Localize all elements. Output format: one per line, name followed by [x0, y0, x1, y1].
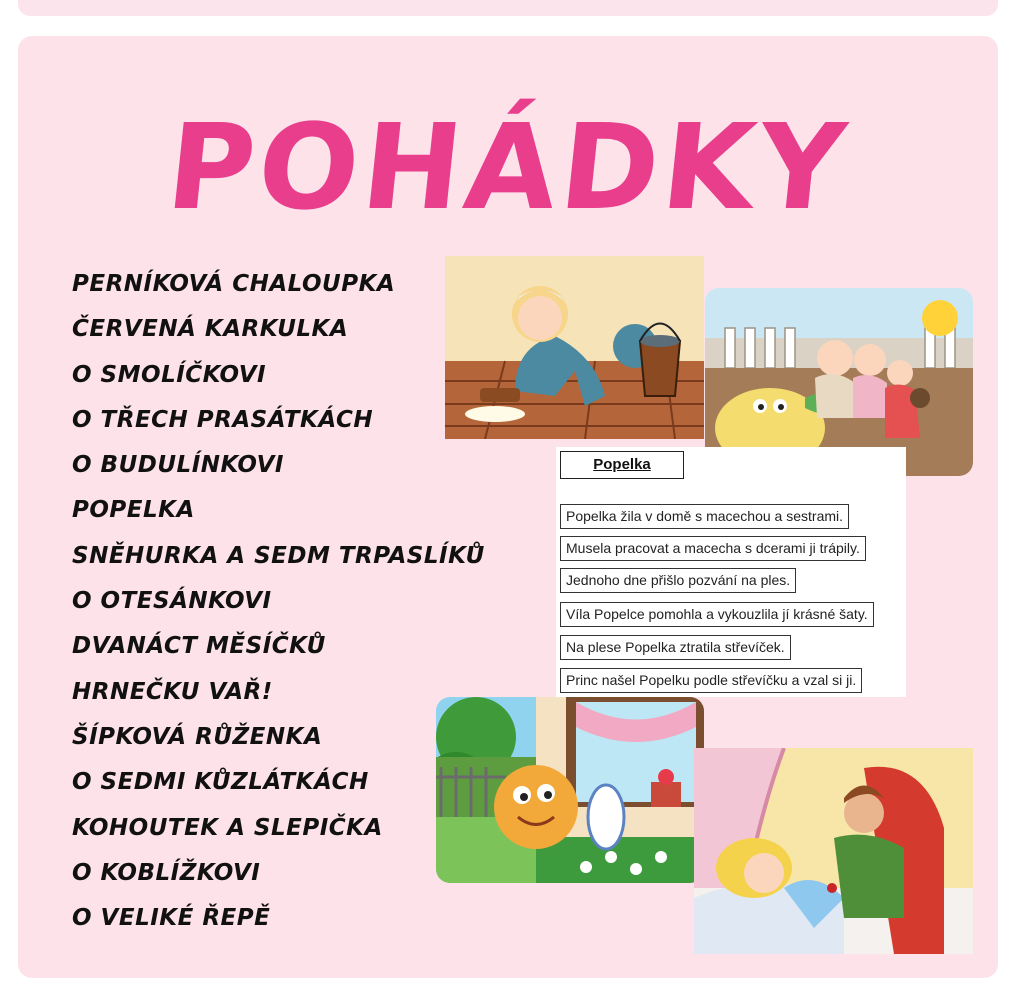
worksheet-sentence: Princ našel Popelku podle střevíčku a vzal si ji. — [560, 668, 862, 693]
worksheet-sentence: Na plese Popelka ztratila střevíček. — [560, 635, 791, 660]
list-item: POPELKA — [72, 497, 195, 524]
fairy-tale-list — [72, 262, 485, 941]
list-item: ŠÍPKOVÁ RŮŽENKA — [72, 723, 323, 750]
list-item: O SMOLÍČKOVI — [72, 361, 267, 388]
page-title: POHÁDKY — [160, 98, 856, 236]
popelka-worksheet — [556, 447, 906, 697]
worksheet-sentence: Musela pracovat a macecha s dcerami ji trápily. — [560, 536, 866, 561]
list-item: SNĚHURKA A SEDM TRPASLÍKŮ — [72, 542, 485, 569]
list-item: O OTESÁNKOVI — [72, 588, 272, 615]
worksheet-heading: Popelka — [560, 451, 684, 479]
list-item: DVANÁCT MĚSÍČKŮ — [72, 633, 326, 660]
worksheet-sentence: Popelka žila v domě s macechou a sestrami. — [560, 504, 849, 529]
koblizek-illustration — [436, 697, 704, 883]
top-card — [18, 0, 998, 16]
list-item: O TŘECH PRASÁTKÁCH — [72, 406, 374, 433]
list-item: O SEDMI KŮZLÁTKÁCH — [72, 769, 369, 796]
worksheet-sentence: Víla Popelce pomohla a vykouzlila jí krásné šaty. — [560, 602, 874, 627]
list-item: KOHOUTEK A SLEPIČKA — [72, 814, 383, 841]
list-item: O VELIKÉ ŘEPĚ — [72, 905, 271, 932]
cinderella-scrubbing-illustration — [445, 256, 704, 439]
list-item: O KOBLÍŽKOVI — [72, 859, 261, 886]
worksheet-sentence: Jednoho dne přišlo pozvání na ples. — [560, 568, 796, 593]
list-item: HRNEČKU VAŘ! — [72, 678, 273, 705]
list-item: ČERVENÁ KARKULKA — [72, 316, 349, 343]
sleeping-beauty-illustration — [694, 748, 973, 954]
list-item: PERNÍKOVÁ CHALOUPKA — [72, 271, 396, 297]
list-item: O BUDULÍNKOVI — [72, 452, 284, 479]
